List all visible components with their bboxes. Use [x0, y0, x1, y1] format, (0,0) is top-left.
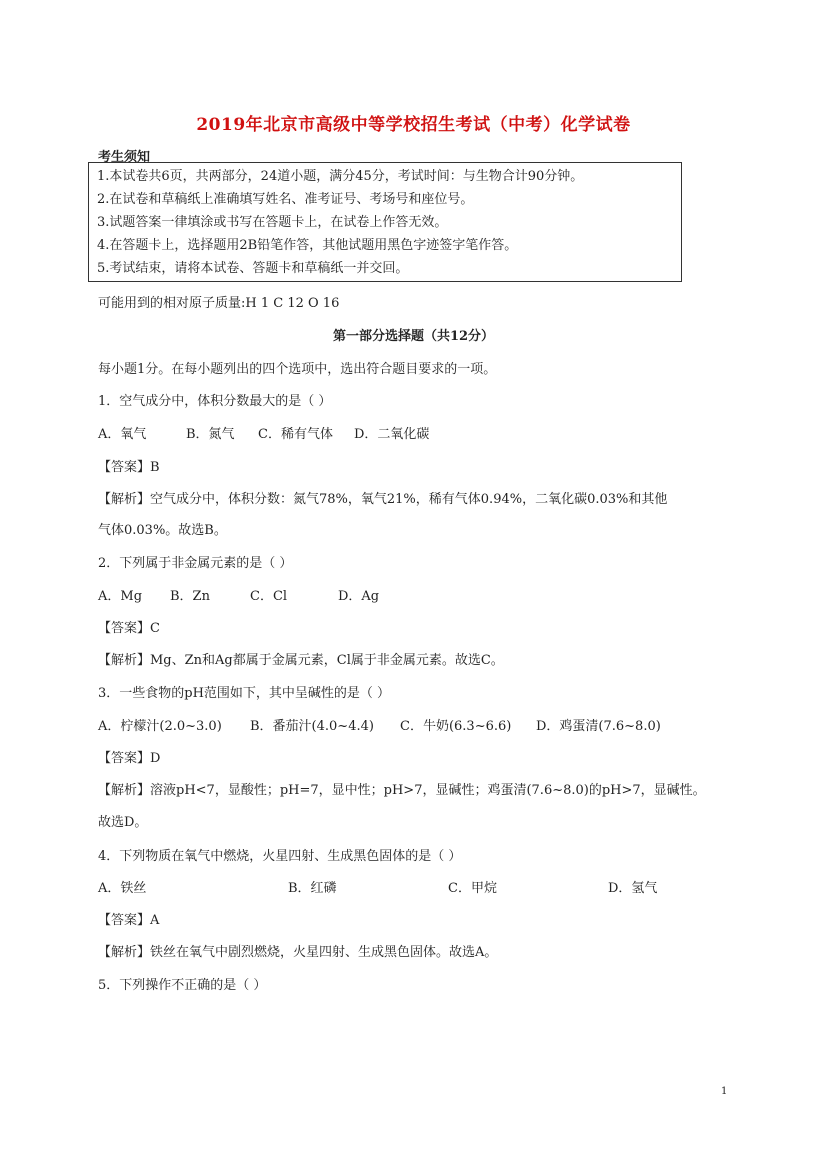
option-a: A．氧气 — [98, 427, 147, 442]
question-1-analysis-1: 【解析】空气成分中，体积分数：氮气78%，氧气21%，稀有气体0.94%，二氧化碳0.03%和其他 — [98, 492, 668, 507]
question-2-options — [98, 585, 379, 604]
option-b: B．Zn — [170, 589, 210, 604]
option-d: D．Ag — [338, 589, 380, 604]
section-title: 第一部分选择题（共12分） — [332, 329, 495, 344]
question-2-answer: 【答案】C — [98, 621, 160, 636]
question-1-analysis-2: 气体0.03%。故选B。 — [98, 523, 227, 538]
question-3-analysis-2: 故选D。 — [98, 815, 148, 830]
question-3-options — [98, 715, 661, 734]
question-3-analysis-1: 【解析】溶液pH<7，显酸性；pH=7，显中性；pH>7，显碱性；鸡蛋清(7.6~8.0)的pH>7，显碱性。 — [98, 783, 706, 798]
notice-line-2: 2.在试卷和草稿纸上准确填写姓名、准考证号、考场号和座位号。 — [97, 192, 474, 207]
option-c: C．Cl — [250, 589, 288, 604]
option-c: C．稀有气体 — [258, 427, 333, 442]
option-d: D．二氧化碳 — [354, 427, 430, 442]
option-a: A．Mg — [98, 589, 143, 604]
notice-line-1: 1.本试卷共6页，共两部分，24道小题，满分45分，考试时间：与生物合计90分钟。 — [97, 169, 584, 184]
question-2-analysis-1: 【解析】Mg、Zn和Ag都属于金属元素，Cl属于非金属元素。故选C。 — [98, 653, 504, 668]
option-a: A．柠檬汁(2.0~3.0) — [98, 719, 222, 734]
notice-label: 考生须知 — [98, 150, 151, 165]
question-3-stem: 3．一些食物的pH范围如下，其中呈碱性的是（ ） — [98, 686, 391, 701]
option-d: D．氢气 — [608, 881, 658, 896]
notice-line-4: 4.在答题卡上，选择题用2B铅笔作答，其他试题用黑色字迹签字笔作答。 — [97, 238, 518, 253]
question-4-stem: 4．下列物质在氧气中燃烧，火星四射、生成黑色固体的是（ ） — [98, 849, 462, 864]
question-1-answer: 【答案】B — [98, 460, 160, 475]
question-1-options — [98, 423, 429, 442]
option-a: A．铁丝 — [98, 881, 147, 896]
exam-title: 2019年北京市高级中等学校招生考试（中考）化学试卷 — [196, 115, 631, 135]
option-c: C．甲烷 — [448, 881, 497, 896]
page-number: 1 — [721, 1086, 728, 1097]
question-4-answer: 【答案】A — [98, 913, 160, 928]
question-3-answer: 【答案】D — [98, 751, 161, 766]
option-c: C．牛奶(6.3~6.6) — [400, 719, 512, 734]
question-4-analysis-1: 【解析】铁丝在氧气中剧烈燃烧，火星四射、生成黑色固体。故选A。 — [98, 945, 498, 960]
question-4-options — [98, 877, 657, 896]
option-b: B．红磷 — [288, 881, 337, 896]
option-b: B．番茄汁(4.0~4.4) — [250, 719, 374, 734]
atomic-mass-note: 可能用到的相对原子质量:H 1 C 12 O 16 — [98, 296, 340, 311]
option-b: B．氮气 — [186, 427, 235, 442]
question-5-stem: 5．下列操作不正确的是（ ） — [98, 978, 267, 993]
question-1-stem: 1．空气成分中，体积分数最大的是（ ） — [98, 394, 332, 409]
notice-line-3: 3.试题答案一律填涂或书写在答题卡上，在试卷上作答无效。 — [97, 215, 448, 230]
notice-line-5: 5.考试结束，请将本试卷、答题卡和草稿纸一并交回。 — [97, 261, 409, 276]
option-d: D．鸡蛋清(7.6~8.0) — [536, 719, 661, 734]
notice-box — [88, 162, 682, 282]
instruction: 每小题1分。在每小题列出的四个选项中，选出符合题目要求的一项。 — [98, 362, 497, 377]
question-2-stem: 2．下列属于非金属元素的是（ ） — [98, 556, 293, 571]
